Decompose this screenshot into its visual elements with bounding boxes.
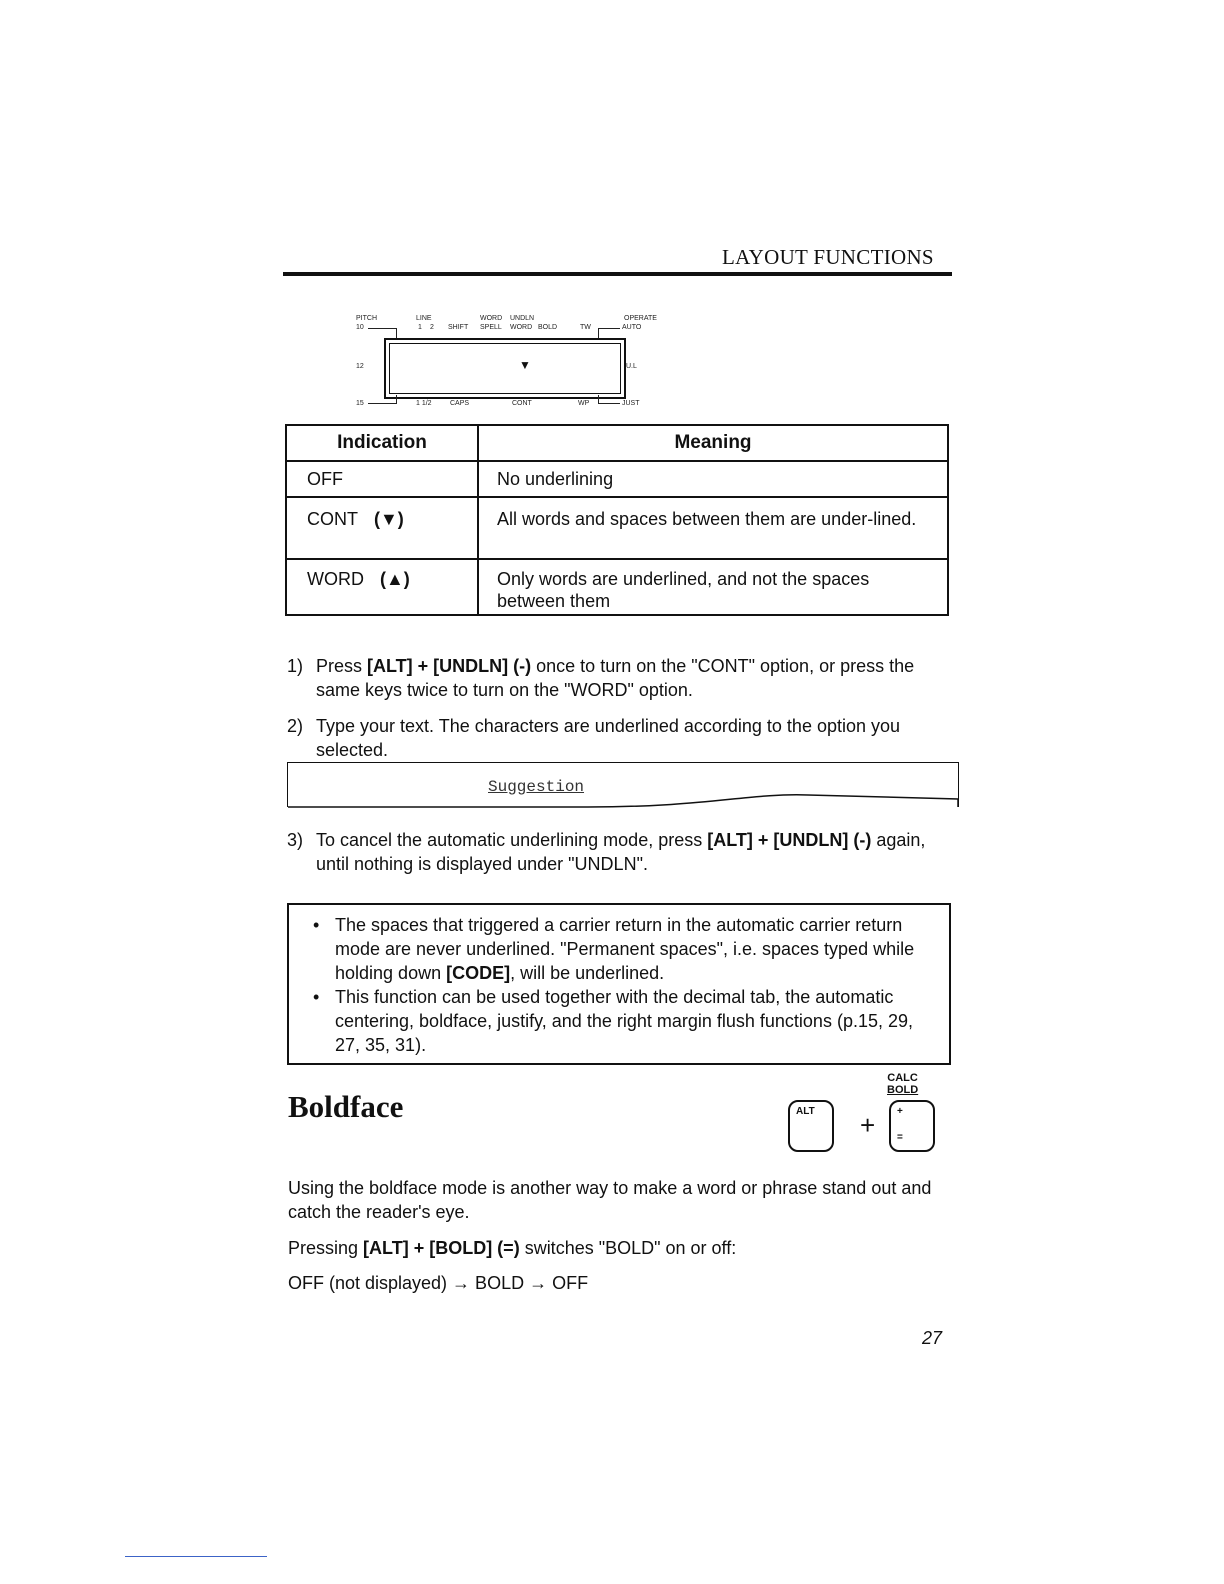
indication-text: CONT xyxy=(307,509,358,529)
lcd-label-1-1-2: 1 1/2 xyxy=(416,400,432,407)
lcd-display-diagram xyxy=(354,313,664,413)
table-cell-meaning: Only words are underlined, and not the spaces between them xyxy=(478,559,948,615)
lcd-label-cont: CONT xyxy=(512,400,532,407)
table-cell-meaning: All words and spaces between them are under-lined. xyxy=(478,497,948,559)
alt-key-icon: ALT xyxy=(788,1100,834,1152)
table-cell-indication xyxy=(286,497,478,559)
calc-bold-key-caption: CALC BOLD xyxy=(887,1072,919,1096)
lcd-label-shift: SHIFT xyxy=(448,324,469,331)
boldface-intro-paragraph: Using the boldface mode is another way to make a word or phrase stand out and catch the reader's eye. xyxy=(288,1178,932,1222)
lcd-label-line: LINE xyxy=(416,315,432,322)
page-number: 27 xyxy=(922,1328,943,1348)
lcd-label-auto: AUTO xyxy=(622,324,642,331)
table-header-row xyxy=(286,425,948,461)
table-cell-indication xyxy=(286,461,478,497)
section-heading-boldface: Boldface xyxy=(288,1089,404,1124)
table-cell-meaning: No underlining xyxy=(478,461,948,497)
page-header-title: LAYOUT FUNCTIONS xyxy=(722,245,934,269)
suggestion-box xyxy=(287,762,959,807)
lcd-label-undln: UNDLN xyxy=(510,315,535,322)
lcd-label-15: 15 xyxy=(356,400,364,407)
boldface-sequence: OFF (not displayed) → BOLD → OFF xyxy=(288,1273,589,1293)
lcd-label-bold: BOLD xyxy=(538,324,558,331)
lcd-label-spell: SPELL xyxy=(480,324,502,331)
lcd-label-10: 10 xyxy=(356,324,364,331)
lcd-label-wp: WP xyxy=(578,400,590,407)
table-cell-indication xyxy=(286,559,478,615)
lcd-label-ul: U.L xyxy=(626,363,637,370)
underline-options-table xyxy=(285,424,949,616)
bottom-rule xyxy=(125,1556,267,1557)
indication-text: OFF xyxy=(307,469,343,489)
step-number: 2) xyxy=(287,716,304,736)
step-text: Press [ALT] + [UNDLN] (-) once to turn on the "CONT" option, or press the same keys twice to turn on the "WORD" option. xyxy=(316,656,915,700)
boldface-toggle-paragraph: Pressing [ALT] + [BOLD] (=) switches "BOLD" on or off: xyxy=(288,1238,737,1258)
step-3 xyxy=(287,828,953,876)
lcd-label-word: WORD xyxy=(480,315,503,322)
list-item: • This function can be used together with the decimal tab, the automatic centering, boldface, justify, and the right margin flush functions (p.15, 29, 27, 35, 31). xyxy=(313,987,913,1055)
suggestion-box-bottom-edge xyxy=(288,763,960,809)
lcd-label-2: 2 xyxy=(430,324,434,331)
notes-box xyxy=(287,903,951,1065)
step-text: Type your text. The characters are underlined according to the option you selected. xyxy=(316,716,901,760)
bold-key-icon: + = xyxy=(889,1100,935,1152)
suggestion-label: Suggestion xyxy=(488,778,585,796)
indication-symbol: (▼) xyxy=(374,509,404,529)
table-header-indication: Indication xyxy=(286,425,478,461)
lcd-label-word2: WORD xyxy=(510,324,533,331)
table-row xyxy=(286,461,948,497)
step-text: To cancel the automatic underlining mode, press [ALT] + [UNDLN] (-) again, until nothing is displayed under "UNDLN". xyxy=(316,830,926,874)
table-row xyxy=(286,497,948,559)
key-code: [CODE] xyxy=(446,963,511,983)
header-rule xyxy=(283,272,952,276)
key-combo: [ALT] + [UNDLN] (-) xyxy=(707,830,872,850)
lcd-label-12: 12 xyxy=(356,363,364,370)
lcd-label-caps: CAPS xyxy=(450,400,470,407)
step-number: 3) xyxy=(287,830,304,850)
table-row xyxy=(286,559,948,615)
indication-symbol: (▲) xyxy=(380,569,410,589)
plus-sign: + xyxy=(860,1110,876,1140)
lcd-label-just: JUST xyxy=(622,400,640,407)
lcd-label-1: 1 xyxy=(418,324,422,331)
indication-text: WORD xyxy=(307,569,364,589)
key-combo: [ALT] + [BOLD] (=) xyxy=(363,1238,520,1258)
lcd-label-operate: OPERATE xyxy=(624,315,657,322)
list-item: • The spaces that triggered a carrier return in the automatic carrier return mode are never underlined. "Permanent spaces", i.e. spaces typed while holding down [CODE], will be underlined. xyxy=(313,915,915,983)
step-number: 1) xyxy=(287,656,304,676)
lcd-screen xyxy=(384,338,626,399)
lcd-indicator-arrow: ▼ xyxy=(519,358,531,372)
step-1 xyxy=(287,654,953,702)
lcd-label-tw: TW xyxy=(580,324,591,331)
lcd-label-pitch: PITCH xyxy=(356,315,377,322)
key-combo: [ALT] + [UNDLN] (-) xyxy=(367,656,532,676)
step-2 xyxy=(287,714,953,762)
bold-key-combo-diagram xyxy=(783,1070,943,1160)
table-header-meaning: Meaning xyxy=(478,425,948,461)
